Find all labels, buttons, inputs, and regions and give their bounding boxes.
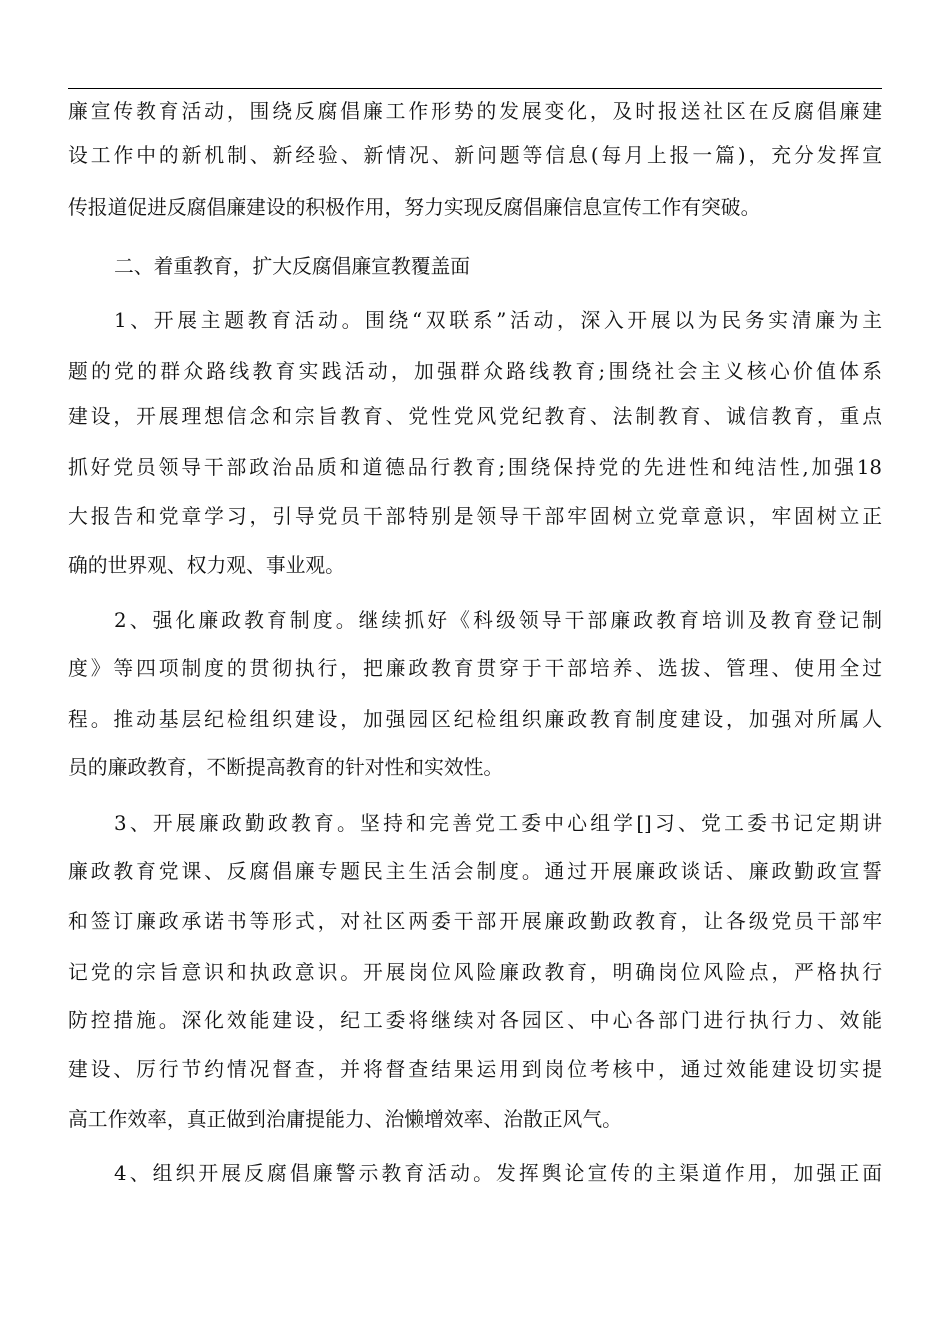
text-line: 员的廉政教育，不断提高教育的针对性和实效性。: [68, 756, 504, 779]
text-line: 1、开展主题教育活动。围绕“双联系”活动，深入开展以为民务实清廉为主: [114, 309, 882, 332]
header-rule: [68, 88, 882, 89]
text-line: 2、强化廉政教育制度。继续抓好《科级领导干部廉政教育培训及教育登记制: [114, 609, 882, 632]
text-line: 高工作效率，真正做到治庸提能力、治懒增效率、治散正风气。: [68, 1108, 622, 1131]
text-line: 记党的宗旨意识和执政意识。开展岗位风险廉政教育，明确岗位风险点，严格执行: [68, 961, 882, 984]
text-line: 程。推动基层纪检组织建设，加强园区纪检组织廉政教育制度建设，加强对所属人: [68, 708, 882, 731]
text-line: 题的党的群众路线教育实践活动，加强群众路线教育;围绕社会主义核心价值体系: [68, 360, 882, 383]
text-line: 防控措施。深化效能建设，纪工委将继续对各园区、中心各部门进行执行力、效能: [68, 1009, 882, 1032]
text-line: 廉政教育党课、反腐倡廉专题民主生活会制度。通过开展廉政谈话、廉政勤政宣誓: [68, 860, 882, 883]
text-line: 建设，开展理想信念和宗旨教育、党性党风党纪教育、法制教育、诚信教育，重点: [68, 405, 882, 428]
text-line: 确的世界观、权力观、事业观。: [68, 554, 345, 577]
section-heading: 二、着重教育，扩大反腐倡廉宣教覆盖面: [114, 255, 471, 278]
text-line: 廉宣传教育活动，围绕反腐倡廉工作形势的发展变化，及时报送社区在反腐倡廉建: [68, 100, 882, 123]
text-line: 大报告和党章学习，引导党员干部特别是领导干部牢固树立党章意识，牢固树立正: [68, 505, 882, 528]
text-line: 4、组织开展反腐倡廉警示教育活动。发挥舆论宣传的主渠道作用，加强正面: [114, 1162, 882, 1185]
text-line: 抓好党员领导干部政治品质和道德品行教育;围绕保持党的先进性和纯洁性,加强18: [68, 456, 882, 479]
text-line: 和签订廉政承诺书等形式，对社区两委干部开展廉政勤政教育，让各级党员干部牢: [68, 910, 882, 933]
text-line: 设工作中的新机制、新经验、新情况、新问题等信息(每月上报一篇)，充分发挥宣: [68, 144, 882, 167]
text-line: 3、开展廉政勤政教育。坚持和完善党工委中心组学[]习、党工委书记定期讲: [114, 812, 882, 835]
text-line: 建设、厉行节约情况督查，并将督查结果运用到岗位考核中，通过效能建设切实提: [68, 1058, 882, 1081]
text-line: 度》等四项制度的贯彻执行，把廉政教育贯穿于干部培养、选拔、管理、使用全过: [68, 657, 882, 680]
text-line: 传报道促进反腐倡廉建设的积极作用，努力实现反腐倡廉信息宣传工作有突破。: [68, 196, 761, 219]
